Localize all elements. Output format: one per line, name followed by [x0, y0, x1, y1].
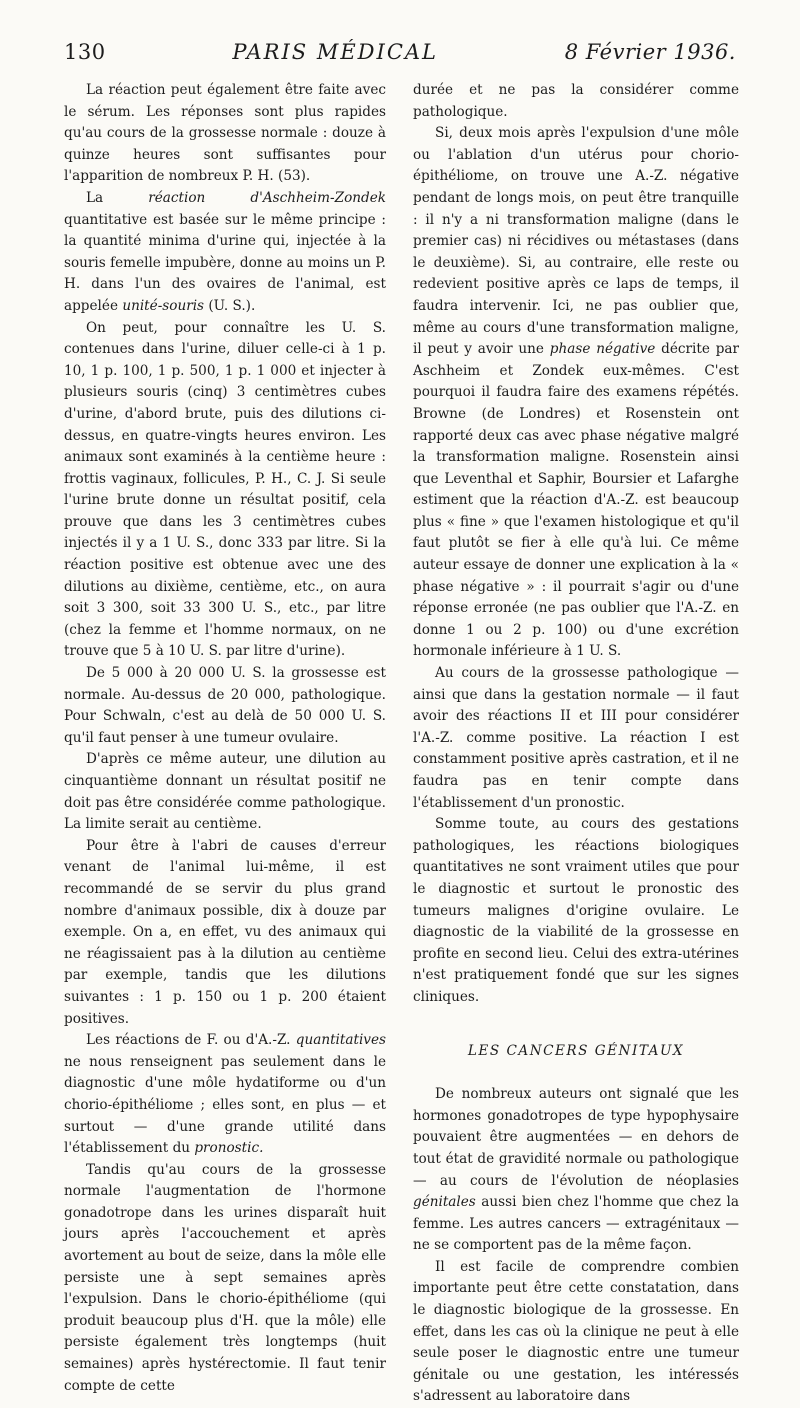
- paragraph: Somme toute, au cours des gestations pathologiques, les réactions biologiques quantitatives ne sont vraiment utiles que pour le diagnostic et surtout le pronostic des tumeurs malignes d'origine ovulaire. Le diagnostic de la viabilité de la grossesse en profite en second lieu. Celui des extra-utérines n'est pratiquement fondé que sur les signes cliniques.: [413, 816, 739, 1005]
- paragraph: Si, deux mois après l'expulsion d'une môle ou l'ablation d'un utérus pour chorio-épithéliome, on trouve une A.-Z. négative pendant de longs mois, on peut être tranquille : il n'y a ni transformation maligne (dans le premier cas) ni récidives ou métastases (dans le deuxième). Si, au contraire, elle reste ou redevient positive après ce laps de temps, il faudra intervenir. Ici, ne pas oublier que, même au cours d'une transformation maligne, il peut y avoir une phase négative décrite par Aschheim et Zondek eux-mêmes. C'est pourquoi il faudra faire des examens répétés. Browne (de Londres) et Rosenstein ont rapporté deux cas avec phase négative malgré la transformation maligne. Rosenstein ainsi que Leventhal et Saphir, Boursier et Lafarghe estiment que la réaction d'A.-Z. est beaucoup plus « fine » que l'examen histologique et qu'il faut plutôt se fier à elle qu'à lui. Ce même auteur essaye de donner une explication à la « phase négative » : il pourrait s'agir ou d'une réponse erronée (ne pas oublier que l'A.-Z. en donne 1 ou 2 p. 100) ou d'une excrétion hormonale inférieure à 1 U. S.: [413, 125, 740, 660]
- paragraph: On peut, pour connaître les U. S. contenues dans l'urine, diluer celle-ci à 1 p. 10, 1 p. 100, 1 p. 500, 1 p. 1 000 et injecter à plusieurs souris (cinq) 3 centimètres cubes d'urine, d'abord brute, puis des dilutions ci-dessus, en quatre-vingts heures environ. Les animaux sont examinés à la centième heure : frottis vaginaux, follicules, P. H., C. J. Si seule l'urine brute donne un résultat positif, cela prouve que dans les 3 centimètres cubes injectés il y a 1 U. S., donc 333 par litre. Si la réaction positive est obtenue avec une des dilutions au dixième, centième, etc., on aura soit 3 300, soit 33 300 U. S., etc., par litre (chez la femme et l'homme normaux, on ne trouve que 5 à 10 U. S. par litre d'urine).: [64, 319, 386, 660]
- paragraph: De nombreux auteurs ont signalé que les hormones gonadotropes de type hypophysaire pouvaient être augmentées — en dehors de tout état de gravidité normale ou pathologique — au cours de l'évolution de néoplasies génitales aussi bien chez l'homme que chez la femme. Les autres cancers — extragénitaux — ne se comportent pas de la même façon.: [413, 1086, 739, 1254]
- paragraph: De 5 000 à 20 000 U. S. la grossesse est normale. Au-dessus de 20 000, pathologique. Pour Schwaln, c'est au delà de 50 000 U. S. qu'il faut penser à une tumeur ovulaire.: [64, 665, 386, 746]
- left-column: [64, 80, 386, 1394]
- paragraph: La réaction d'Aschheim-Zondek quantitative est basée sur le même principe : la quantité minima d'urine qui, injectée à la souris femelle impubère, donne au moins un P. H. dans l'un des ovaires de l'animal, est appelée unité-souris (U. S.).: [64, 189, 386, 314]
- paragraph: durée et ne pas la considérer comme pathologique.: [413, 82, 739, 120]
- page-number: 130: [64, 40, 106, 64]
- page-header: [64, 40, 736, 70]
- journal-title: PARIS MÉDICAL: [232, 40, 438, 64]
- issue-date: 8 Février 1936.: [564, 40, 736, 64]
- paragraph: D'après ce même auteur, une dilution au cinquantième donnant un résultat positif ne doit pas être considérée comme pathologique. La limite serait au centième.: [64, 751, 386, 833]
- paragraph: Au cours de la grossesse pathologique — ainsi que dans la gestation normale — il faut avoir des réactions II et III pour considérer l'A.-Z. comme positive. La réaction I est constamment positive après castration, et il ne faudra pas en tenir compte dans l'établissement d'un pronostic.: [413, 665, 739, 811]
- section-heading: LES CANCERS GÉNITAUX: [467, 1042, 685, 1059]
- paragraph: La réaction peut également être faite avec le sérum. Les réponses sont plus rapides qu'au cours de la grossesse normale : douze à quinze heures sont suffisantes pour l'apparition de nombreux P. H. (53).: [64, 82, 386, 185]
- paragraph: Pour être à l'abri de causes d'erreur venant de l'animal lui-même, il est recommandé de se servir du plus grand nombre d'animaux possible, dix à douze par exemple. On a, en effet, vu des animaux qui ne réagissaient pas à la dilution au centième par exemple, tandis que les dilutions suivantes : 1 p. 150 ou 1 p. 200 étaient positives.: [64, 837, 386, 1027]
- paragraph: Il est facile de comprendre combien importante peut être cette constatation, dans le diagnostic biologique de la grossesse. En effet, dans les cas où la clinique ne peut à elle seule poser le diagnostic entre une tumeur génitale ou une gestation, les intéressés s'adressent au laboratoire dans: [413, 1258, 739, 1405]
- right-column: [413, 80, 740, 1405]
- paragraph: Les réactions de F. ou d'A.-Z. quantitatives ne nous renseignent pas seulement dans le diagnostic d'une môle hydatiforme ou d'un chorio-épithéliome ; elles sont, en plus — et surtout — d'une grande utilité dans l'établissement du pronostic.: [64, 1032, 386, 1157]
- paragraph: Tandis qu'au cours de la grossesse normale l'augmentation de l'hormone gonadotrope dans les urines disparaît huit jours après l'accouchement et après avortement au bout de seize, dans la môle elle persiste une à sept semaines après l'expulsion. Dans le chorio-épithéliome (qui produit beaucoup plus d'H. que la môle) elle persiste également très longtemps (huit semaines) après hystérectomie. Il faut tenir compte de cette: [64, 1161, 386, 1394]
